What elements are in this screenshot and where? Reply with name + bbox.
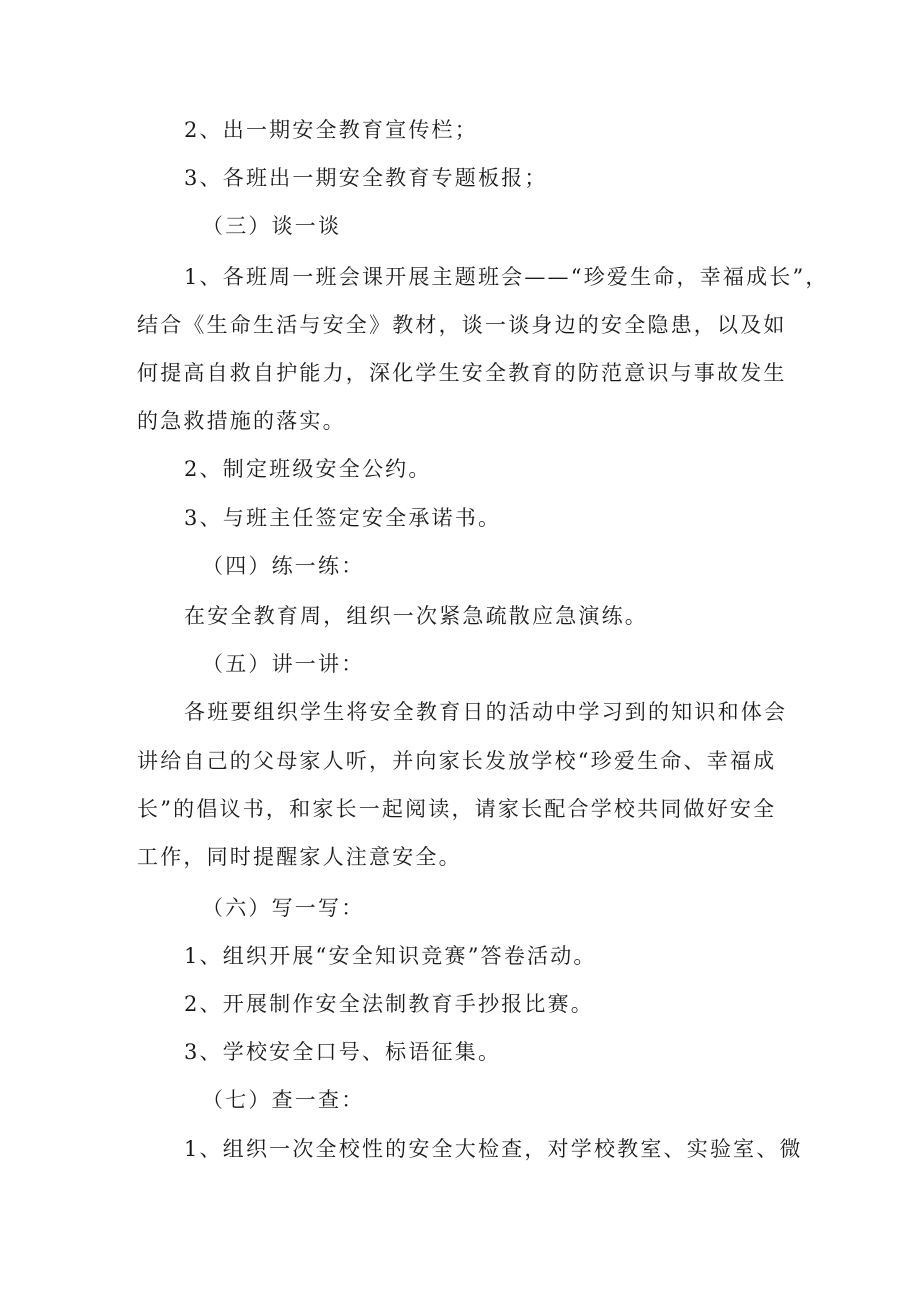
paragraph-line: 各班要组织学生将安全教育日的活动中学习到的知识和体会 [184,700,788,724]
paragraph-line: 的急救措施的落实。 [137,409,346,433]
paragraph-line: 工作，同时提醒家人注意安全。 [137,845,462,869]
list-item: 2、开展制作安全法制教育手抄报比赛。 [184,992,594,1016]
section-heading: （三）谈一谈 [202,214,342,238]
section-heading: （四）练一练： [202,554,365,578]
list-item: 2、出一期安全教育宣传栏； [184,118,478,142]
list-item: 3、学校安全口号、标语征集。 [184,1040,502,1064]
paragraph-line: 讲给自己的父母家人听，并向家长发放学校“珍爱生命、幸福成 [137,749,777,773]
paragraph-line: 结合《生命生活与安全》教材，谈一谈身边的安全隐患，以及如 [137,313,787,337]
list-item: 1、组织开展“安全知识竞赛”答卷活动。 [184,944,597,968]
paragraph-line: 何提高自救自护能力，深化学生安全教育的防范意识与事故发生 [137,361,787,385]
list-item: 2、制定班级安全公约。 [184,457,432,481]
paragraph-line: 在安全教育周，组织一次紧急疏散应急演练。 [184,604,648,628]
list-item: 1、组织一次全校性的安全大检查，对学校教室、实验室、微 [184,1137,803,1161]
paragraph-line: 长”的倡议书，和家长一起阅读，请家长配合学校共同做好安全 [137,797,777,821]
paragraph-line: 1、各班周一班会课开展主题班会——“珍爱生命，幸福成长”， [184,265,829,289]
section-heading: （六）写一写： [202,896,365,920]
list-item: 3、各班出一期安全教育专题板报； [184,166,548,190]
list-item: 3、与班主任签定安全承诺书。 [184,506,502,530]
section-heading: （五）讲一讲： [202,652,365,676]
section-heading: （七）查一查： [202,1088,365,1112]
